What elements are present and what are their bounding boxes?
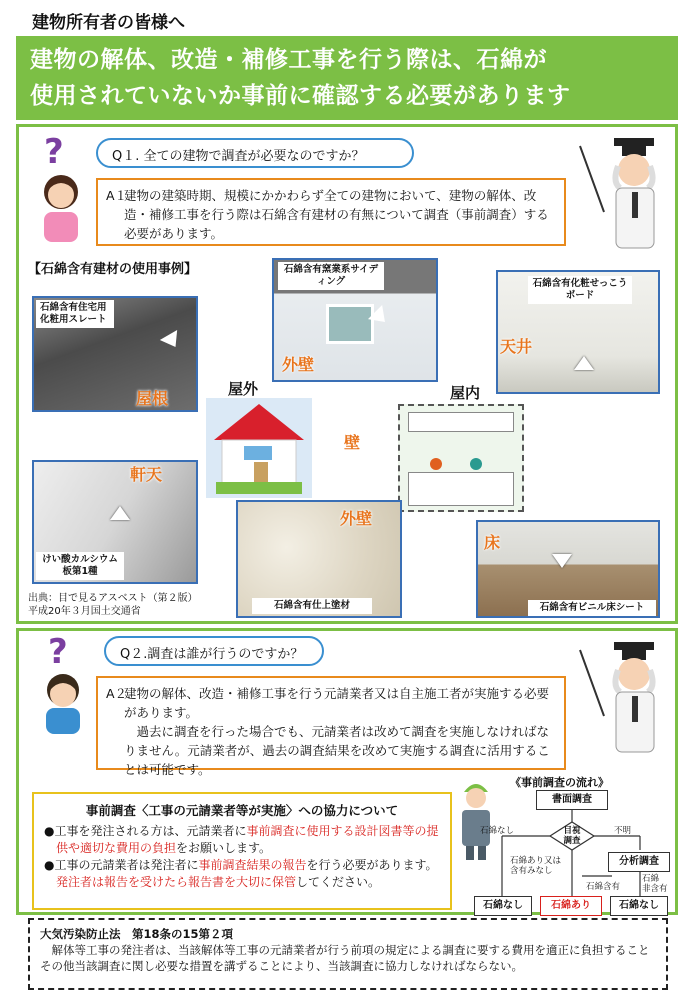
cooperation-bullet-2: ●工事の元請業者は発注者に事前調査結果の報告を行う必要があります。発注者は報告を受けたら報告書を大切に保管してください。 (44, 858, 438, 889)
examples-title: 【石綿含有建材の使用事例】 (28, 262, 198, 277)
professor-illustration (576, 636, 672, 756)
tag-roof: 屋根 (136, 389, 169, 408)
tag-eave: 軒天 (130, 465, 163, 484)
girl-illustration (36, 170, 86, 242)
headline-line-2: 使用されていないか事前に確認する必要があります (30, 83, 571, 109)
bullet-1-highlight: 事前調査に使用する設計図書等の提供や適切な費用の負担 (56, 824, 439, 855)
bullet-2-text-end: してください。 (296, 875, 381, 889)
flow-title: 《事前調査の流れ》 (510, 776, 609, 789)
photo-vinyl-floor (476, 520, 660, 618)
visual-line-2: 調査 (563, 836, 581, 846)
q1-question-text: Q１. 全ての建物で調査が必要なのですか？ (112, 149, 365, 164)
house-illustration (206, 398, 312, 498)
source-line-2: 平成20年３月国土交通省 (28, 606, 141, 617)
photo-siding-caption: 石綿含有窯業系サイディング (278, 262, 384, 290)
photo-roof-caption: 石綿含有住宅用化粧用スレート (36, 300, 114, 328)
tag-exterior-wall-2: 外壁 (340, 509, 373, 528)
tag-floor: 床 (484, 533, 501, 552)
q1-answer-text: 建物の建築時期、規模にかかわらず全ての建物において、建物の解体、改造・補修工事を行う際は石綿含有建材の有無について調査（事前調査）する必要があります。 (124, 188, 549, 241)
professor-illustration (576, 132, 672, 252)
bullet-2-highlight-1: 事前調査結果の報告 (198, 858, 307, 872)
pot-icon (430, 458, 442, 470)
photo-finish-coating (236, 500, 402, 618)
cooperation-box (32, 792, 452, 910)
flow-label-contains: 石綿含有 (586, 882, 621, 892)
q1-question-bubble (96, 138, 414, 168)
q2-question-text: Q２.調査は誰が行うのですか？ (120, 647, 304, 662)
boy-illustration (38, 668, 88, 734)
visual-line-1: 目視 (563, 826, 581, 836)
audience-heading: 建物所有者の皆様へ (32, 13, 185, 33)
photo-ceiling-board (496, 270, 660, 394)
law-box (28, 918, 668, 990)
bullet-1-text-end: をお願いします。 (176, 841, 272, 855)
q2-question-bubble (104, 636, 324, 666)
window-shape (326, 304, 374, 344)
counter-shape (408, 472, 514, 506)
non-line-2: 非含有 (642, 884, 668, 894)
outside-label: 屋外 (228, 380, 259, 398)
flow-label-non (642, 874, 668, 894)
arrow-icon (552, 554, 572, 568)
q2-answer-label: A２. (106, 686, 132, 701)
photo-eave-caption: けい酸カルシウム板第1種 (36, 552, 124, 580)
non-line-1: 石綿 (642, 874, 660, 884)
arrow-icon (110, 506, 130, 520)
headline-banner (16, 36, 678, 120)
q2-answer-p2: 過去に調査を行った場合でも、元請業者は改めて調査を実施しなければなりません。元請業者が、過去の調査結果を改めて実施する調査に活用することは可能です。 (124, 724, 550, 777)
law-text: 解体等工事の発注者は、当該解体等工事の元請業者が行う前項の規定による調査に要する費用を適正に負担することその他当該調査に関し必要な措置を講ずることにより、当該調査に協力しなければならない。 (40, 943, 650, 973)
q2-answer-box (96, 676, 566, 777)
headline-line-1: 建物の解体、改造・補修工事を行う際は、石綿が (30, 47, 547, 73)
bullet-2-highlight-2: 発注者は報告を受けたら報告書を大切に保管 (56, 875, 297, 889)
flow-label-none: 石綿なし (480, 826, 515, 836)
tag-wall: 壁 (344, 433, 361, 452)
kettle-icon (470, 458, 482, 470)
flow-visual-inspection (552, 826, 592, 846)
photo-floor-caption: 石綿含有ビニル床シート (528, 600, 656, 616)
flow-label-unknown: 不明 (614, 826, 632, 836)
tag-ceiling: 天井 (500, 337, 533, 356)
cooperation-bullet-1: ●工事を発注される方は、元請業者に事前調査に使用する設計図書等の提供や適切な費用の負担をお願いします。 (44, 824, 439, 855)
flow-document-review: 書面調査 (536, 790, 608, 810)
photo-ceiling-caption: 石綿含有化粧せっこうボード (528, 276, 632, 304)
tag-exterior-wall-1: 外壁 (282, 355, 315, 374)
photo-coating-caption: 石綿含有仕上塗材 (252, 598, 372, 614)
flow-result-none-left: 石綿なし (474, 896, 532, 916)
bullet-2-text: 工事の元請業者は発注者に (54, 858, 199, 872)
flow-result-none-right: 石綿なし (610, 896, 668, 916)
arrow-icon (574, 356, 594, 370)
photo-roof-slate (32, 296, 198, 412)
q2-answer-p1: 建物の解体、改造・補修工事を行う元請業者又は自主施工者が実施する必要があります。 (124, 686, 550, 720)
cabinet-shape (408, 412, 514, 432)
arrow-icon (160, 330, 184, 352)
interior-illustration (398, 404, 524, 512)
flow-analysis: 分析調査 (608, 852, 670, 872)
q1-answer-box (96, 178, 566, 246)
flow-result-yes: 石綿あり (540, 896, 602, 916)
question-mark-icon: ? (44, 132, 64, 172)
bullet-2-text-mid: を行う必要があります。 (306, 858, 438, 872)
maybe-line-1: 石綿あり又は (510, 856, 562, 866)
photo-eave (32, 460, 198, 584)
bullet-1-text: 工事を発注される方は、元請業者に (54, 824, 247, 838)
inside-label: 屋内 (450, 384, 481, 402)
flow-label-maybe (510, 856, 561, 876)
q1-answer-label: A１. (106, 188, 132, 203)
question-mark-icon: ? (48, 632, 68, 672)
source-line-1: 出典：目で見るアスベスト（第２版） (28, 593, 198, 604)
cooperation-title: 事前調査〈工事の元請業者等が実施〉への協力について (85, 803, 399, 818)
law-title: 大気汚染防止法 第18条の15第２項 (40, 927, 234, 941)
source-note (28, 592, 198, 618)
maybe-line-2: 含有みなし (510, 866, 553, 876)
